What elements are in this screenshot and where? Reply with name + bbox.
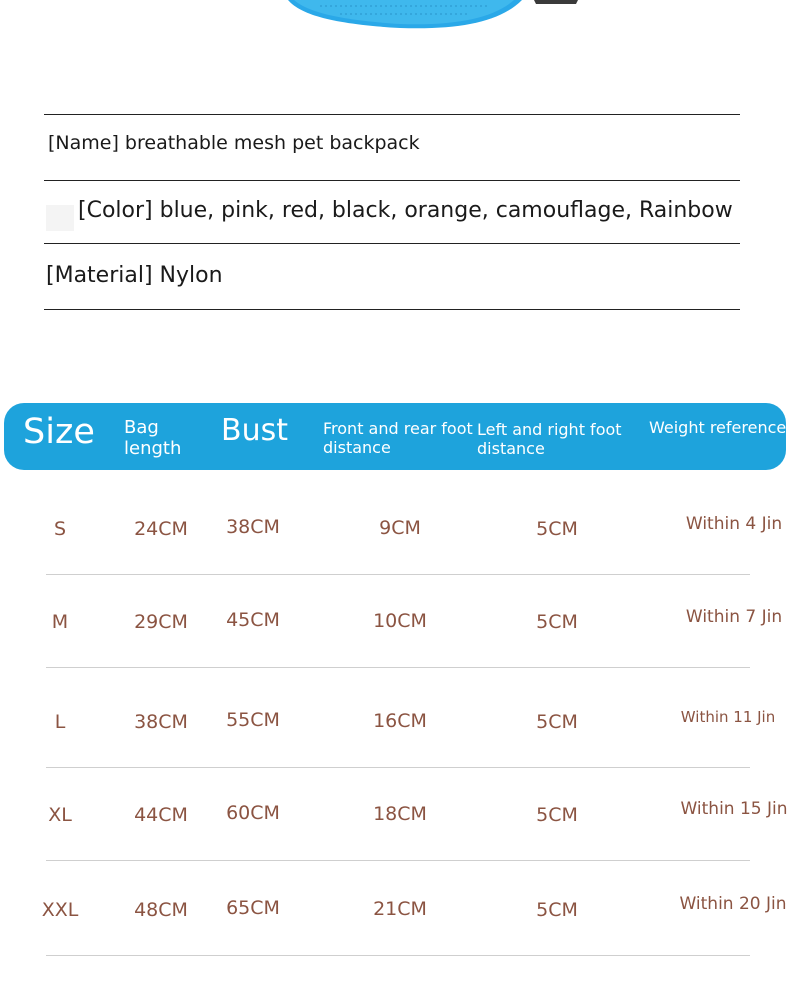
cell-left-right: 5CM — [536, 611, 578, 633]
cell-bust: 38CM — [226, 516, 280, 538]
divider — [44, 309, 740, 310]
divider — [44, 243, 740, 244]
cell-bust: 60CM — [226, 802, 280, 824]
cell-size: S — [53, 518, 67, 540]
cell-size: L — [54, 711, 66, 733]
cell-bag-length: 29CM — [134, 611, 188, 633]
cell-front-rear: 9CM — [379, 517, 421, 539]
cell-bag-length: 44CM — [134, 804, 188, 826]
row-divider — [46, 574, 750, 575]
cell-size: XL — [48, 804, 72, 826]
cell-front-rear: 16CM — [373, 710, 427, 732]
cell-bag-length: 38CM — [134, 711, 188, 733]
cell-front-rear: 18CM — [373, 803, 427, 825]
divider — [44, 114, 740, 115]
cell-front-rear: 21CM — [373, 898, 427, 920]
header-weight-reference: Weight reference — [649, 418, 786, 437]
cell-left-right: 5CM — [536, 899, 578, 921]
row-divider — [46, 860, 750, 861]
cell-bust: 55CM — [226, 709, 280, 731]
divider — [44, 180, 740, 181]
cell-weight: Within 11 Jin — [680, 708, 776, 726]
header-size: Size — [23, 412, 95, 452]
cell-weight: Within 15 Jin — [680, 799, 788, 819]
row-divider — [46, 667, 750, 668]
row-divider — [46, 767, 750, 768]
cell-size: M — [51, 611, 69, 633]
cell-left-right: 5CM — [536, 804, 578, 826]
header-bust: Bust — [221, 413, 288, 448]
product-color: [Color] blue, pink, red, black, orange, camouflage, Rainbow — [78, 198, 733, 223]
cell-bag-length: 48CM — [134, 899, 188, 921]
row-divider — [46, 955, 750, 956]
cell-size: XXL — [41, 899, 79, 921]
cell-bag-length: 24CM — [134, 518, 188, 540]
product-name: [Name] breathable mesh pet backpack — [48, 132, 420, 154]
cell-weight: Within 4 Jin — [685, 514, 783, 534]
cell-bust: 45CM — [226, 609, 280, 631]
size-table-header — [4, 403, 786, 470]
cell-left-right: 5CM — [536, 518, 578, 540]
header-left-right-foot-distance: Left and right foot distance — [477, 420, 622, 458]
product-material: [Material] Nylon — [46, 263, 223, 288]
header-front-rear-foot-distance: Front and rear foot distance — [323, 419, 473, 457]
cell-bust: 65CM — [226, 897, 280, 919]
color-marker — [46, 205, 74, 231]
cell-front-rear: 10CM — [373, 610, 427, 632]
cell-weight: Within 7 Jin — [685, 607, 783, 627]
pet-backpack-image — [260, 0, 600, 40]
cell-left-right: 5CM — [536, 711, 578, 733]
cell-weight: Within 20 Jin — [679, 894, 787, 914]
header-bag-length: Bag length — [124, 417, 182, 459]
